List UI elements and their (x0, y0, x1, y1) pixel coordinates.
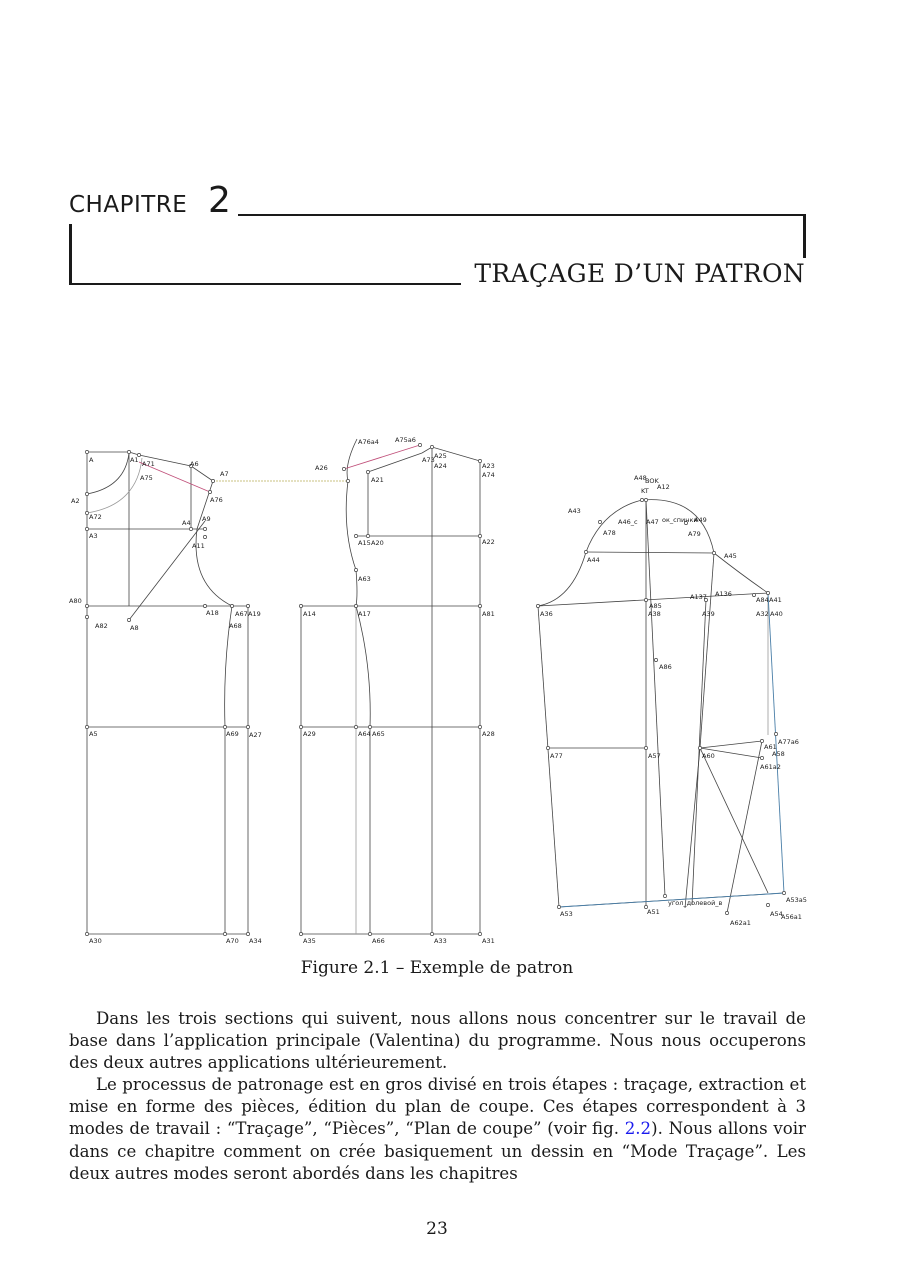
label-A5: A5 (89, 730, 98, 738)
figure-ref-link[interactable]: 2.2 (624, 1119, 652, 1139)
label-KT: KT (641, 487, 649, 495)
label-A63: A63 (358, 575, 371, 583)
label-A43: A43 (568, 507, 581, 515)
heading-rule-left (69, 224, 72, 285)
pattern-accents (139, 445, 784, 907)
label-A32: A32 (756, 610, 769, 618)
body-paragraph-1: Dans les trois sections qui suivent, nous allons nous concentrer sur le travail de base dans l’application principale (Valentina) du programme. Nous nous occuperons des deux autres applications ultérieurement. (69, 1009, 806, 1073)
label-A73: A73 (422, 456, 435, 464)
label-A77: A77 (550, 752, 563, 760)
label-A44: A44 (587, 556, 600, 564)
label-A15: A15 (358, 539, 371, 547)
label-A67: A67 (235, 610, 248, 618)
label-A47: A47 (646, 518, 659, 526)
heading-rule-bottom (69, 283, 461, 285)
label-A51: A51 (647, 908, 660, 916)
heading-rule-right (803, 214, 806, 258)
label-A84: A84 (756, 596, 769, 604)
back-piece (87, 452, 248, 934)
label-A20: A20 (371, 539, 384, 547)
label-A25: A25 (434, 452, 447, 460)
label-A34: A34 (249, 937, 262, 945)
label-A58: A58 (772, 750, 785, 758)
label-A54: A54 (770, 910, 783, 918)
label-A75a6: A75a6 (395, 436, 416, 444)
label-A64: A64 (358, 730, 371, 738)
label-A53a5: A53a5 (786, 896, 807, 904)
label-A12: A12 (657, 483, 670, 491)
label-A81: A81 (482, 610, 495, 618)
label-A137: A137 (690, 593, 707, 601)
label-A66: A66 (372, 937, 385, 945)
label-A65: A65 (372, 730, 385, 738)
pattern-figure (62, 425, 812, 950)
label-A6: A6 (190, 460, 199, 468)
label-A17: A17 (358, 610, 371, 618)
label-A71: A71 (142, 460, 155, 468)
label-A136: A136 (715, 590, 732, 598)
label-A26: A26 (315, 464, 328, 472)
label-A23: A23 (482, 462, 495, 470)
label-A45: A45 (724, 552, 737, 560)
heading-rule-top (238, 214, 806, 216)
label-A28: A28 (482, 730, 495, 738)
label-A19: A19 (248, 610, 261, 618)
label-A61: A61 (764, 743, 777, 751)
label-A46: A46_с (618, 518, 638, 526)
label-A11: A11 (192, 542, 205, 550)
label-A36: A36 (540, 610, 553, 618)
chapter-label: CHAPITRE (69, 192, 188, 218)
label-A7: A7 (220, 470, 229, 478)
label-A68: A68 (229, 622, 242, 630)
chapter-title: TRAÇAGE D’UN PATRON (474, 259, 805, 288)
label-A56a1: A56a1 (781, 913, 802, 921)
label-A38: A38 (648, 610, 661, 618)
page-number: 23 (426, 1219, 448, 1239)
chapter-number: 2 (208, 180, 231, 221)
label-A35: A35 (303, 937, 316, 945)
label-BOK: BOK (645, 477, 659, 485)
label-A77a6: A77a6 (778, 738, 799, 746)
label-A22: A22 (482, 538, 495, 546)
front-piece (301, 439, 480, 934)
label-A53: A53 (560, 910, 573, 918)
label-A70: A70 (226, 937, 239, 945)
label-A57: A57 (648, 752, 661, 760)
label-A39: A39 (702, 610, 715, 618)
pattern-lines (87, 439, 784, 934)
label-A24: A24 (434, 462, 447, 470)
label-A27: A27 (249, 731, 262, 739)
label-A29: A29 (303, 730, 316, 738)
label-A62a1: A62a1 (730, 919, 751, 927)
label-A2: A2 (71, 497, 80, 505)
label-A69: A69 (226, 730, 239, 738)
label-A4: A4 (182, 519, 191, 527)
label-A3: A3 (89, 532, 98, 540)
label-ok-spinki: ок_спинки (662, 516, 698, 524)
label-A9: A9 (202, 515, 211, 523)
label-A21: A21 (371, 476, 384, 484)
label-A31: A31 (482, 937, 495, 945)
label-A8: A8 (130, 624, 139, 632)
label-A: A (89, 456, 94, 464)
label-A61a2: A61a2 (760, 763, 781, 771)
label-A48: A48 (634, 474, 647, 482)
label-A33: A33 (434, 937, 447, 945)
label-A74: A74 (482, 471, 495, 479)
label-A76: A76 (210, 496, 223, 504)
label-A30: A30 (89, 937, 102, 945)
label-ugol-dolevoy: угол_долевой_в (668, 899, 723, 907)
label-A79: A79 (688, 530, 701, 538)
label-A41: A41 (769, 596, 782, 604)
label-A1: A1 (130, 456, 139, 464)
label-A78: A78 (603, 529, 616, 537)
label-A49: A49 (694, 516, 707, 524)
para-2-text-a: Le processus de patronage est en gros divisé en trois étapes : traçage, extraction et mise en forme des pièces, édition du plan de coupe. Ces étapes correspondent à 3 modes de travail : “Traçage”, “Pièces”, “Plan de coupe” (voir fig. (69, 1075, 806, 1139)
label-A72: A72 (89, 513, 102, 521)
label-A86: A86 (659, 663, 672, 671)
pattern-point-labels (69, 436, 807, 945)
label-A40: A40 (770, 610, 783, 618)
sleeve-piece (538, 500, 784, 913)
label-A18: A18 (206, 609, 219, 617)
figure-caption: Figure 2.1 – Exemple de patron (300, 958, 574, 978)
label-A60: A60 (702, 752, 715, 760)
label-A82: A82 (95, 622, 108, 630)
label-A80: A80 (69, 597, 82, 605)
label-A75: A75 (140, 474, 153, 482)
label-A76a4: A76a4 (358, 438, 379, 446)
label-A85: A85 (649, 602, 662, 610)
label-A14: A14 (303, 610, 316, 618)
body-paragraph-2 (69, 1074, 806, 1185)
para-2-text-b: ). Nous allons voir dans ce chapitre comment on crée basiquement un dessin en “Mode Traçage”. Les deux autres modes seront abordés dans les chapitres (69, 1119, 806, 1183)
